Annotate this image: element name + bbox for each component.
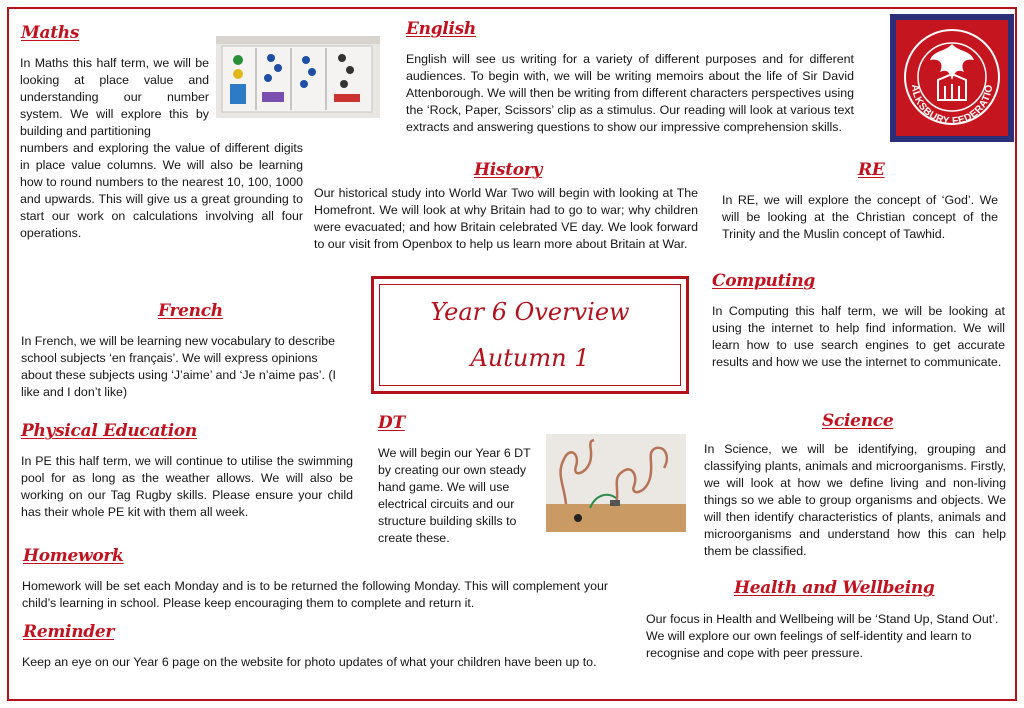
french-text: In French, we will be learning new vocabulary to describe school subjects ‘en français’. We will express opinions about these subjects using ‘J’aime’ and ‘Je n’aime pas’. (I like and I don’t like) [21, 334, 336, 399]
history-text: Our historical study into World War Two will begin with looking at The Homefront. We will look at why Britain had to go to war; why children were evacuated; and how Britain celebrated VE day. We look forward to our visit from Openbox to help us learn more about Britain at War. [314, 186, 698, 251]
maths-text-intro: In Maths this half term, we will be looking at place value and understanding our number system. We will explore this by building and partitioning [20, 56, 209, 138]
health-wellbeing-text: Our focus in Health and Wellbeing will be ‘Stand Up, Stand Out’. We will explore our own feelings of self-identity and learn to recognise and cope with peer pressure. [646, 612, 999, 660]
logo-text: ALKSBURY FEDERATIO [908, 83, 996, 128]
health-wellbeing-heading: Health and Wellbeing [734, 578, 935, 598]
school-logo [890, 14, 1014, 142]
reminder-text: Keep an eye on our Year 6 page on the website for photo updates of what your children have been up to. [22, 655, 597, 669]
english-heading: English [406, 19, 476, 39]
homework-heading: Homework [23, 546, 124, 566]
science-heading: Science [822, 411, 894, 431]
maths-place-value-photo [216, 36, 380, 118]
homework-text: Homework will be set each Monday and is to be returned the following Monday. This will complement your child’s learning in school. Please keep encouraging them to complete and return it. [22, 579, 608, 610]
overview-title: Year 6 Overview [430, 298, 630, 326]
computing-heading: Computing [712, 271, 815, 291]
overview-subtitle: Autumn 1 [470, 344, 590, 372]
french-heading: French [158, 301, 223, 321]
pe-text: In PE this half term, we will continue to utilise the swimming pool for as long as the weather allows. We will also be working on our Tag Rugby skills. Please ensure your child has their whole PE kit with them all week. [21, 454, 353, 519]
dt-steady-hand-game-photo [546, 434, 686, 532]
maths-heading: Maths [21, 23, 80, 43]
re-text: In RE, we will explore the concept of ‘God’. We will be looking at the Christian concept of the Trinity and the Muslin concept of Tawhid. [722, 193, 998, 241]
history-heading: History [474, 160, 543, 180]
dt-text: We will begin our Year 6 DT by creating our own steady hand game. We will use electrical circuits and our structure building skills to create these. [378, 446, 531, 545]
re-heading: RE [858, 160, 885, 180]
computing-text: In Computing this half term, we will be looking at using the internet to help find information. We will learn how to use search engines to get accurate results and how we use the internet to communicate. [712, 304, 1005, 369]
overview-title-box [371, 276, 689, 394]
english-text: English will see us writing for a variety of different purposes and for different audiences. To begin with, we will be writing memoirs about the life of Sir David Attenborough. We will then be writing from different characters perspectives using the ‘Rock, Paper, Scissors’ clip as a stimulus. Our reading will look at various text extracts and answering questions to show our impressive comprehension skills. [406, 52, 854, 134]
reminder-heading: Reminder [23, 622, 115, 642]
maths-text-continued: numbers and exploring the value of different digits in place value columns. We will also be learning how to round numbers to the nearest 10, 100, 1000 and upwards. This will give us a great grounding to start our work on calculations involving all four operations. [20, 141, 303, 240]
science-text: In Science, we will be identifying, grouping and classifying plants, animals and microorganisms. Firstly, we will look at how we define living and non-living things so we able to group organisms and objects. We will then identify characteristics of plants, animals and microorganisms and understand how this can help them be classified. [704, 442, 1006, 558]
pe-heading: Physical Education [21, 421, 197, 441]
dt-heading: DT [378, 413, 405, 433]
